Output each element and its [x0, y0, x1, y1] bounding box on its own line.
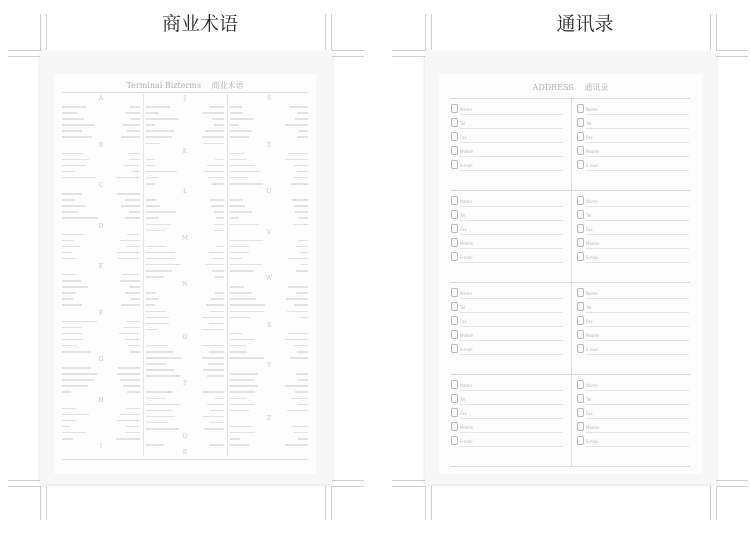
address-entry-line: [586, 262, 689, 263]
glossary-letter-heading: Y: [267, 362, 271, 370]
crop-mark: [8, 480, 42, 481]
contact-field-icon: [577, 436, 584, 445]
address-entry-field: [451, 288, 563, 299]
address-entry-line: [460, 142, 563, 143]
address-entry-line: [586, 248, 689, 249]
address-entry-field: [451, 252, 563, 263]
glossary-entry: [230, 134, 308, 140]
contact-field-icon: [577, 288, 584, 297]
crop-mark: [716, 486, 717, 520]
address-entry-label: Fax: [460, 227, 467, 232]
address-entry-label: Fax: [460, 411, 467, 416]
glossary-entry: [230, 222, 308, 228]
crop-mark: [40, 486, 41, 520]
address-entry-label: Mobile: [586, 333, 600, 338]
address-entry-line: [460, 312, 563, 313]
address-entry-field: [577, 118, 689, 129]
contact-field-icon: [577, 238, 584, 247]
crop-mark: [392, 50, 426, 51]
address-entry-line: [586, 156, 689, 157]
address-entry-line: [460, 446, 563, 447]
contact-field-icon: [577, 132, 584, 141]
address-entry-line: [460, 298, 563, 299]
glossary-entry: [146, 426, 224, 432]
contact-field-icon: [577, 302, 584, 311]
address-entry-line: [460, 432, 563, 433]
contact-field-icon: [451, 160, 458, 169]
glossary-entry: [62, 349, 140, 355]
address-entry-field: [577, 316, 689, 327]
address-entry-line: [586, 142, 689, 143]
address-block-rule: [451, 98, 690, 99]
address-entry-label: Fax: [460, 135, 467, 140]
address-entry-label: Tel: [460, 397, 466, 402]
glossary-letter-heading: M: [181, 234, 189, 242]
address-entry-field: [577, 160, 689, 171]
contact-field-icon: [577, 408, 584, 417]
crop-mark: [332, 50, 364, 51]
crop-mark: [40, 14, 41, 50]
crop-mark: [710, 14, 711, 50]
contact-field-icon: [577, 330, 584, 339]
address-entry-line: [586, 340, 689, 341]
glossary-entry: [146, 141, 224, 147]
address-entry-label: Name: [460, 291, 472, 296]
address-entry-label: Mobile: [586, 241, 600, 246]
address-entry-field: [451, 196, 563, 207]
contact-field-icon: [577, 146, 584, 155]
terms-column-2: [146, 94, 224, 456]
address-entry-line: [460, 114, 563, 115]
address-entry-field: [577, 422, 689, 433]
glossary-entry: [230, 442, 308, 448]
address-entry-field: [577, 224, 689, 235]
address-block-rule: [451, 374, 690, 375]
address-heading: [439, 82, 702, 93]
address-entry-label: Name: [460, 383, 472, 388]
footer-rule: [62, 459, 308, 460]
contact-field-icon: [577, 380, 584, 389]
address-entry-label: Name: [586, 107, 598, 112]
glossary-letter-heading: A: [98, 95, 104, 102]
terms-heading-cn: 商业术语: [211, 81, 244, 90]
address-entry-field: [577, 238, 689, 249]
crop-mark: [716, 14, 717, 50]
contact-field-icon: [451, 408, 458, 417]
glossary-entry: [62, 302, 140, 308]
address-entry-field: [451, 132, 563, 143]
contact-field-icon: [451, 210, 458, 219]
address-entry-field: [577, 330, 689, 341]
address-entry-label: Name: [586, 199, 598, 204]
glossary-entry: [146, 228, 224, 234]
crop-mark: [331, 486, 332, 520]
contact-field-icon: [577, 118, 584, 127]
glossary-entry: [146, 373, 224, 379]
contact-field-icon: [451, 224, 458, 233]
address-entry-field: [451, 160, 563, 171]
address-entry-label: Tel: [460, 213, 466, 218]
address-entry-label: Fax: [586, 411, 593, 416]
glossary-letter-heading: Q: [182, 433, 188, 441]
address-entry-field: [451, 146, 563, 157]
address-entry-label: Fax: [586, 227, 593, 232]
address-entry-line: [586, 446, 689, 447]
terms-column-3: [230, 94, 308, 456]
address-block-rule: [451, 282, 690, 283]
glossary-entry: [230, 181, 308, 187]
contact-field-icon: [451, 104, 458, 113]
glossary-entry: [62, 134, 140, 140]
address-entry-field: [451, 118, 563, 129]
glossary-entry: [62, 175, 140, 181]
contact-field-icon: [577, 196, 584, 205]
address-entry-line: [460, 206, 563, 207]
glossary-letter-heading: T: [266, 141, 271, 149]
address-entry-label: E-mail: [586, 439, 599, 444]
crop-mark: [332, 56, 364, 57]
address-entry-line: [460, 128, 563, 129]
glossary-letter-heading: G: [98, 356, 104, 364]
address-entry-field: [577, 132, 689, 143]
address-entry-label: Mobile: [460, 149, 474, 154]
glossary-letter-heading: E: [98, 262, 104, 270]
address-entry-line: [586, 114, 689, 115]
crop-mark: [46, 14, 47, 50]
glossary-entry: [230, 315, 308, 321]
contact-field-icon: [451, 302, 458, 311]
address-entry-label: Tel: [460, 121, 466, 126]
address-entry-line: [586, 390, 689, 391]
crop-mark: [710, 486, 711, 520]
terms-heading: [54, 80, 316, 91]
address-entry-field: [451, 436, 563, 447]
address-entry-label: Mobile: [460, 425, 474, 430]
contact-field-icon: [451, 118, 458, 127]
contact-field-icon: [451, 344, 458, 353]
address-entry-line: [460, 326, 563, 327]
glossary-letter-heading: W: [265, 275, 273, 283]
address-entry-label: Fax: [460, 319, 467, 324]
contact-field-icon: [577, 316, 584, 325]
address-entry-label: Mobile: [586, 149, 600, 154]
crop-mark: [431, 486, 432, 520]
contact-field-icon: [451, 146, 458, 155]
address-entry-field: [577, 288, 689, 299]
contact-field-icon: [451, 288, 458, 297]
address-entry-field: [577, 408, 689, 419]
terms-column-1: [62, 94, 140, 456]
address-entry-label: E-mail: [460, 347, 473, 352]
contact-field-icon: [451, 196, 458, 205]
address-entry-line: [586, 234, 689, 235]
address-entry-line: [460, 404, 563, 405]
glossary-letter-heading: Z: [266, 414, 272, 422]
address-entry-line: [586, 170, 689, 171]
address-entry-label: E-mail: [460, 255, 473, 260]
contact-field-icon: [451, 380, 458, 389]
address-entry-line: [460, 234, 563, 235]
address-entry-label: E-mail: [586, 347, 599, 352]
glossary-letter-heading: X: [266, 321, 272, 329]
crop-mark: [8, 50, 42, 51]
address-entry-line: [460, 170, 563, 171]
terms-page: [54, 74, 316, 474]
glossary-entry: [146, 181, 224, 187]
crop-mark: [716, 486, 748, 487]
address-entry-label: Name: [460, 107, 472, 112]
address-entry-field: [577, 252, 689, 263]
glossary-letter-heading: V: [266, 228, 272, 236]
address-entry-label: Name: [586, 291, 598, 296]
address-entry-field: [451, 380, 563, 391]
address-entry-field: [577, 394, 689, 405]
contact-field-icon: [451, 252, 458, 261]
crop-mark: [425, 14, 426, 50]
glossary-entry: [146, 274, 224, 280]
address-entry-field: [577, 196, 689, 207]
address-entry-label: E-mail: [460, 163, 473, 168]
address-entry-label: Name: [460, 199, 472, 204]
address-entry-label: Tel: [586, 121, 592, 126]
glossary-letter-heading: K: [182, 147, 188, 155]
address-sheet: [425, 52, 716, 484]
glossary-letter-heading: R: [182, 449, 188, 457]
address-entry-line: [460, 262, 563, 263]
address-entry-label: E-mail: [586, 163, 599, 168]
glossary-entry: [146, 327, 224, 333]
address-entry-label: Tel: [586, 397, 592, 402]
address-entry-line: [460, 248, 563, 249]
column-divider: [143, 94, 144, 456]
contact-field-icon: [451, 394, 458, 403]
glossary-entry: [62, 436, 140, 442]
glossary-letter-heading: J: [183, 95, 187, 102]
address-entry-label: E-mail: [460, 439, 473, 444]
address-entry-label: Name: [586, 383, 598, 388]
address-entry-field: [577, 104, 689, 115]
contact-field-icon: [577, 252, 584, 261]
column-divider: [227, 94, 228, 456]
glossary-letter-heading: I: [99, 443, 103, 451]
contact-field-icon: [577, 224, 584, 233]
crop-mark: [46, 486, 47, 520]
address-entry-field: [577, 380, 689, 391]
glossary-entry: [62, 256, 140, 262]
glossary-letter-heading: C: [98, 182, 104, 190]
glossary-letter-heading: P: [182, 380, 188, 388]
address-entry-field: [451, 330, 563, 341]
address-page: [439, 74, 702, 474]
contact-field-icon: [451, 316, 458, 325]
glossary-letter-heading: O: [182, 333, 188, 341]
address-entry-line: [586, 404, 689, 405]
address-entry-line: [460, 220, 563, 221]
address-entry-line: [460, 390, 563, 391]
glossary-entry: [62, 215, 140, 221]
crop-mark: [325, 486, 326, 520]
glossary-letter-heading: S: [266, 95, 272, 102]
contact-field-icon: [451, 436, 458, 445]
address-entry-field: [451, 394, 563, 405]
address-heading-en: ADDRESS: [532, 83, 574, 92]
address-entry-field: [577, 146, 689, 157]
crop-mark: [8, 56, 42, 57]
address-entry-label: Fax: [586, 319, 593, 324]
glossary-letter-heading: B: [98, 141, 104, 149]
address-entry-field: [451, 408, 563, 419]
crop-mark: [332, 486, 364, 487]
crop-mark: [716, 50, 748, 51]
contact-field-icon: [577, 210, 584, 219]
address-entry-field: [451, 316, 563, 327]
address-entry-field: [577, 210, 689, 221]
address-entry-line: [460, 354, 563, 355]
contact-field-icon: [577, 422, 584, 431]
glossary-letter-heading: L: [183, 188, 187, 196]
glossary-letter-heading: F: [98, 309, 104, 317]
terms-sheet: [40, 52, 332, 484]
address-entry-line: [586, 354, 689, 355]
address-entry-field: [451, 224, 563, 235]
contact-field-icon: [451, 132, 458, 141]
address-entry-line: [586, 298, 689, 299]
address-entry-line: [586, 220, 689, 221]
crop-mark: [325, 14, 326, 50]
contact-field-icon: [451, 422, 458, 431]
glossary-letter-heading: H: [98, 396, 104, 404]
crop-mark: [431, 14, 432, 50]
address-entry-field: [577, 344, 689, 355]
address-entry-label: E-mail: [586, 255, 599, 260]
address-entry-field: [577, 436, 689, 447]
address-entry-line: [586, 432, 689, 433]
crop-mark: [425, 486, 426, 520]
glossary-letter-heading: U: [266, 188, 272, 196]
address-entry-label: Tel: [586, 213, 592, 218]
address-entry-line: [586, 128, 689, 129]
address-entry-field: [451, 344, 563, 355]
address-block-rule: [451, 190, 690, 191]
crop-mark: [331, 14, 332, 50]
crop-mark: [392, 480, 426, 481]
panel-title-terms: 商业术语: [161, 13, 238, 35]
glossary-entry: [62, 389, 140, 395]
address-entry-line: [460, 156, 563, 157]
address-entry-line: [460, 340, 563, 341]
contact-field-icon: [577, 394, 584, 403]
address-entry-line: [460, 418, 563, 419]
address-entry-label: Fax: [586, 135, 593, 140]
glossary-entry: [146, 442, 224, 448]
crop-mark: [8, 486, 42, 487]
glossary-entry: [230, 355, 308, 361]
address-entry-field: [451, 104, 563, 115]
crop-mark: [392, 486, 426, 487]
address-entry-label: Tel: [586, 305, 592, 310]
heading-rule: [62, 92, 308, 93]
crop-mark: [392, 56, 426, 57]
address-entry-line: [586, 206, 689, 207]
terms-heading-en: Terminal Bizterms: [126, 81, 201, 90]
panel-title-address: 通讯录: [556, 13, 614, 35]
address-entry-label: Mobile: [460, 333, 474, 338]
contact-field-icon: [577, 160, 584, 169]
glossary-letter-heading: D: [98, 222, 104, 230]
contact-field-icon: [577, 344, 584, 353]
address-entry-field: [577, 302, 689, 313]
glossary-entry: [230, 268, 308, 274]
address-entry-label: Mobile: [586, 425, 600, 430]
address-heading-cn: 通讯录: [584, 83, 609, 92]
contact-field-icon: [451, 330, 458, 339]
address-entry-line: [586, 326, 689, 327]
address-block-rule: [451, 466, 690, 467]
address-entry-field: [451, 238, 563, 249]
contact-field-icon: [577, 104, 584, 113]
glossary-letter-heading: N: [182, 281, 188, 289]
address-entry-field: [451, 210, 563, 221]
address-entry-line: [586, 312, 689, 313]
crop-mark: [716, 56, 748, 57]
glossary-entry: [230, 408, 308, 414]
address-entry-field: [451, 422, 563, 433]
address-entry-field: [451, 302, 563, 313]
address-entry-label: Tel: [460, 305, 466, 310]
crop-mark: [332, 480, 364, 481]
address-entry-label: Mobile: [460, 241, 474, 246]
crop-mark: [716, 480, 748, 481]
contact-field-icon: [451, 238, 458, 247]
address-entry-line: [586, 418, 689, 419]
